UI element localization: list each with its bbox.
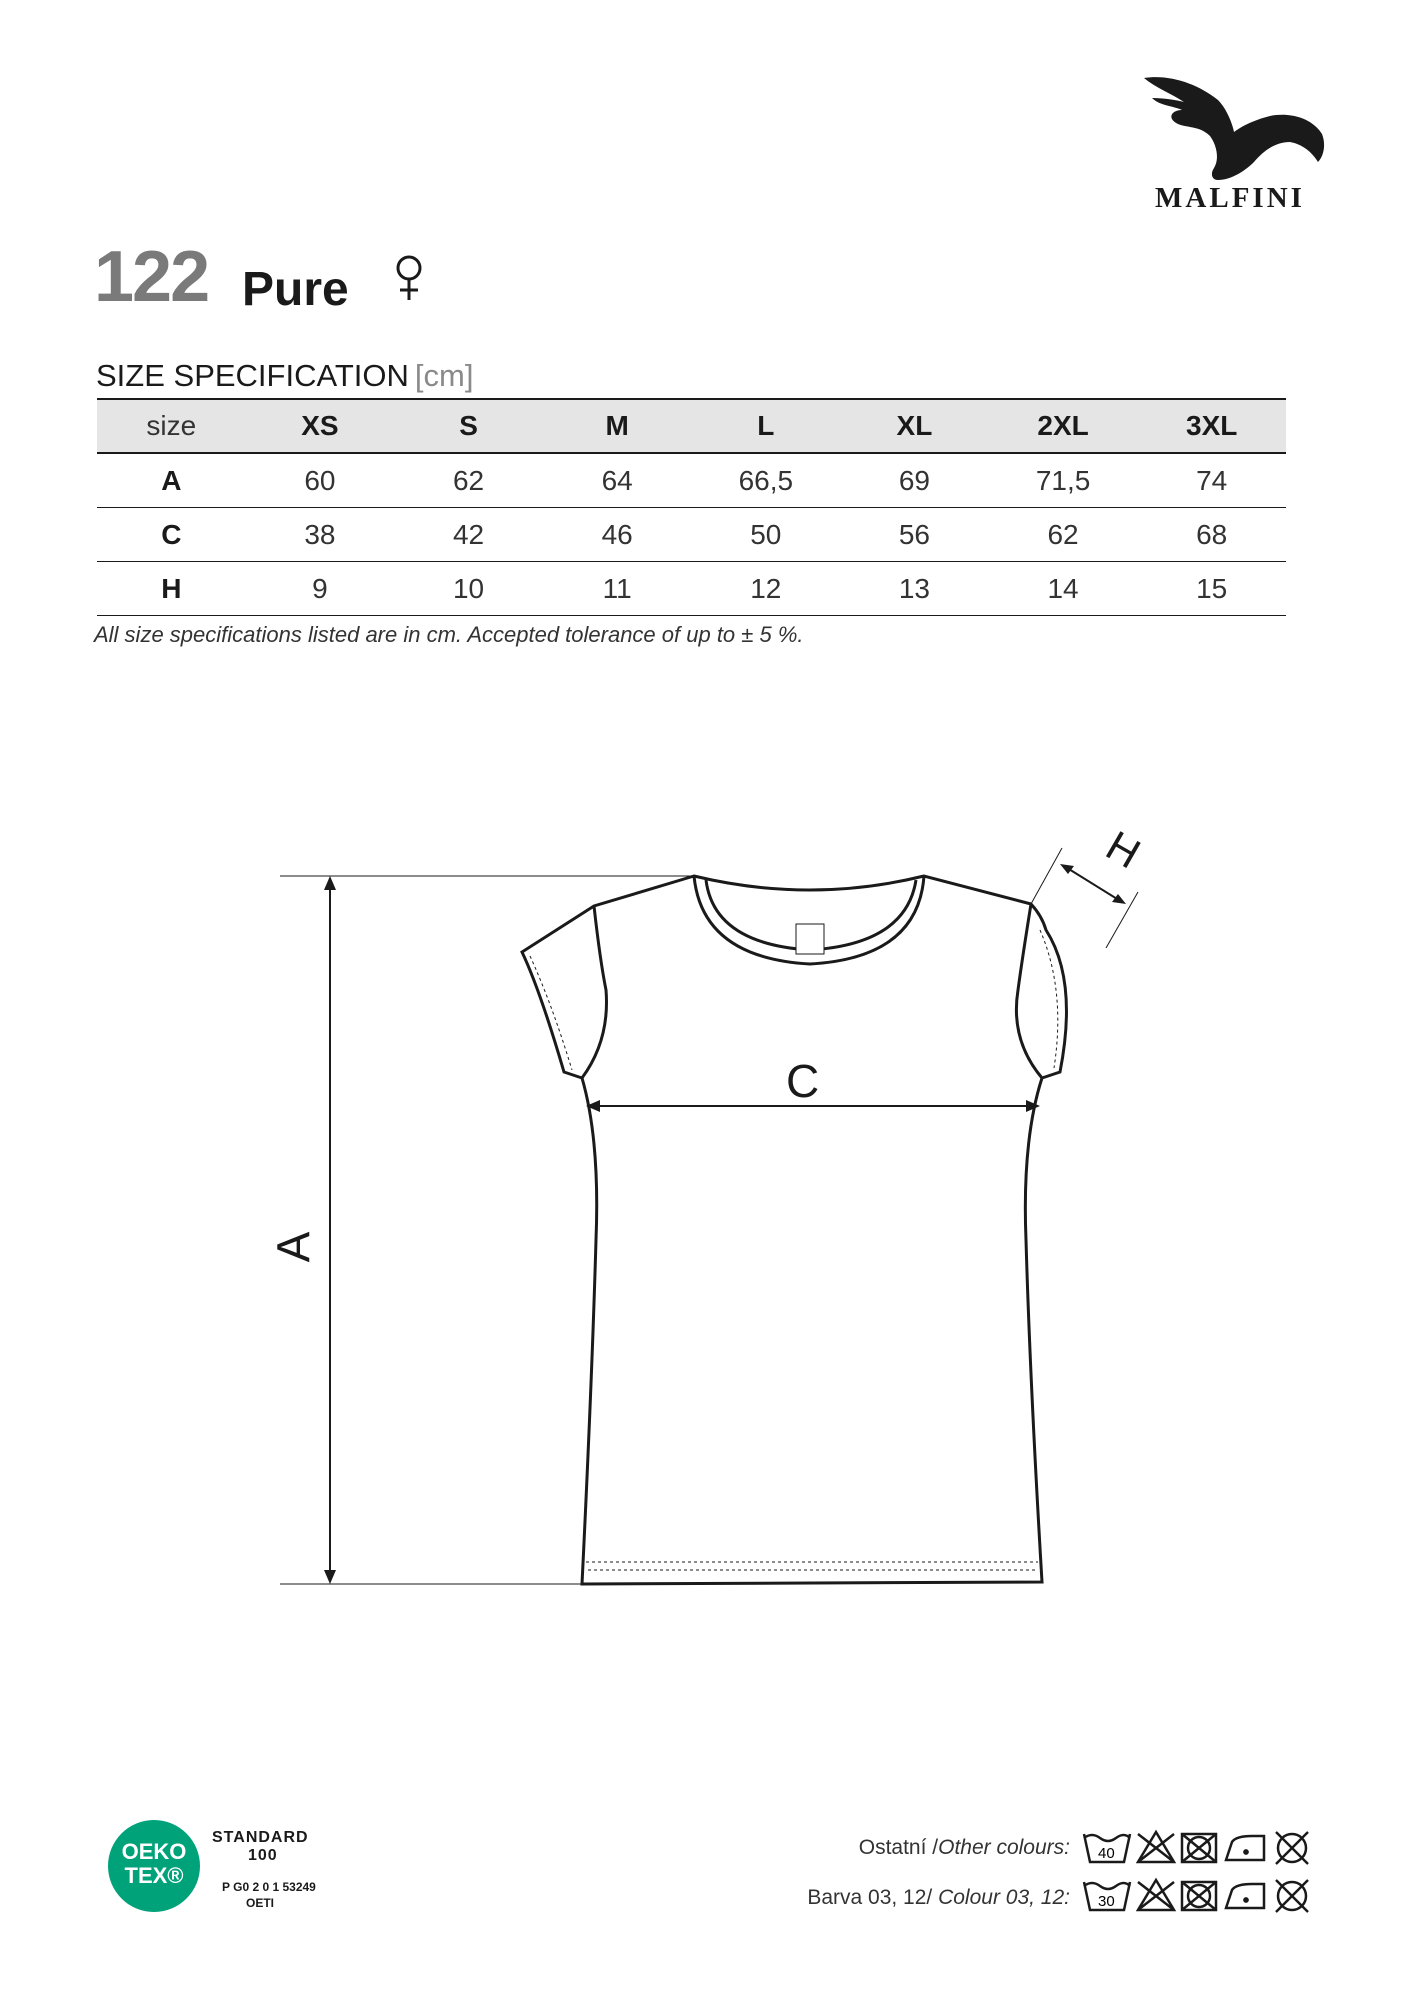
- size-table: [97, 398, 1286, 616]
- no-bleach-icon: [1138, 1880, 1174, 1910]
- table-cell: 66,5: [692, 453, 841, 508]
- care-row-other-en: Other colours:: [938, 1836, 1070, 1859]
- table-cell: 68: [1137, 508, 1286, 562]
- size-header-l: L: [757, 410, 775, 441]
- table-cell: 9: [246, 562, 395, 616]
- no-dry-clean-icon: [1276, 1880, 1308, 1912]
- table-cell: 62: [394, 453, 543, 508]
- wash-temp-30: 30: [1098, 1893, 1115, 1910]
- no-dry-clean-icon: [1276, 1832, 1308, 1864]
- care-icons-other: [1080, 1828, 1340, 1873]
- table-cell: 50: [692, 508, 841, 562]
- table-row: [97, 562, 1286, 616]
- table-cell: 56: [840, 508, 989, 562]
- tshirt-outline: [270, 820, 1170, 1620]
- brand-name: MALFINI: [1155, 182, 1305, 214]
- care-row-other-cz: Ostatní /: [858, 1836, 939, 1859]
- oeko-standard-number: 100: [248, 1847, 278, 1864]
- no-bleach-icon: [1138, 1832, 1174, 1862]
- garment-diagram: [267, 820, 1170, 1620]
- table-cell: 11: [543, 562, 692, 616]
- oeko-badge-line1: OEKO: [121, 1839, 187, 1864]
- table-row: [97, 453, 1286, 508]
- brand-logo: [1130, 70, 1330, 220]
- product-name: Pure: [242, 263, 349, 316]
- dimension-label-c: C: [786, 1055, 820, 1107]
- size-header-xl: XL: [896, 410, 933, 441]
- size-header-xs: XS: [301, 410, 339, 441]
- oeko-tex-badge: [108, 1820, 200, 1912]
- table-cell: 74: [1137, 453, 1286, 508]
- oeko-standard: STANDARD: [212, 1829, 309, 1846]
- table-cell: 60: [246, 453, 395, 508]
- product-number: 122: [94, 237, 209, 317]
- size-header-row: [97, 399, 1286, 453]
- table-cell: 69: [840, 453, 989, 508]
- oeko-cert-number: P G0 2 0 1 53249: [222, 1880, 316, 1894]
- table-cell: 42: [394, 508, 543, 562]
- row-label-h: H: [97, 562, 246, 616]
- oeko-badge-line2: TEX®: [124, 1863, 184, 1888]
- table-cell: 64: [543, 453, 692, 508]
- iron-low-icon: [1226, 1884, 1264, 1908]
- table-cell: 46: [543, 508, 692, 562]
- care-row-colour: [807, 1886, 1070, 1910]
- no-tumble-dry-icon: [1182, 1882, 1216, 1910]
- table-cell: 13: [840, 562, 989, 616]
- spec-unit: [cm]: [414, 358, 474, 393]
- table-cell: 12: [692, 562, 841, 616]
- table-cell: 71,5: [989, 453, 1138, 508]
- care-row-colour-cz: Barva 03, 12/: [807, 1886, 939, 1909]
- size-header-3xl: 3XL: [1186, 410, 1238, 441]
- table-cell: 38: [246, 508, 395, 562]
- care-row-other: [859, 1836, 1070, 1860]
- table-row: [97, 508, 1286, 562]
- table-cell: 10: [394, 562, 543, 616]
- eagle-icon: [1130, 70, 1330, 190]
- spec-heading-text: SIZE SPECIFICATION: [96, 358, 409, 393]
- iron-low-icon: [1226, 1836, 1264, 1860]
- care-icons-colour: [1080, 1876, 1340, 1921]
- table-cell: 62: [989, 508, 1138, 562]
- female-icon: [394, 254, 424, 309]
- size-header-2xl: 2XL: [1037, 410, 1089, 441]
- spec-heading: [96, 358, 473, 394]
- row-label-c: C: [97, 508, 246, 562]
- size-header-s: S: [459, 410, 478, 441]
- care-row-colour-en: Colour 03, 12:: [938, 1886, 1070, 1909]
- size-header-m: M: [605, 410, 629, 441]
- row-label-a: A: [97, 453, 246, 508]
- size-header-label: size: [146, 410, 197, 441]
- dimension-label-a: A: [267, 1231, 320, 1263]
- oeko-org: OETI: [246, 1896, 275, 1910]
- wash-temp-40: 40: [1098, 1845, 1115, 1862]
- table-cell: 15: [1137, 562, 1286, 616]
- tolerance-note: All size specifications listed are in cm. Accepted tolerance of up to ± 5 %.: [94, 622, 804, 647]
- table-cell: 14: [989, 562, 1138, 616]
- dimension-label-h: H: [1098, 821, 1149, 878]
- no-tumble-dry-icon: [1182, 1834, 1216, 1862]
